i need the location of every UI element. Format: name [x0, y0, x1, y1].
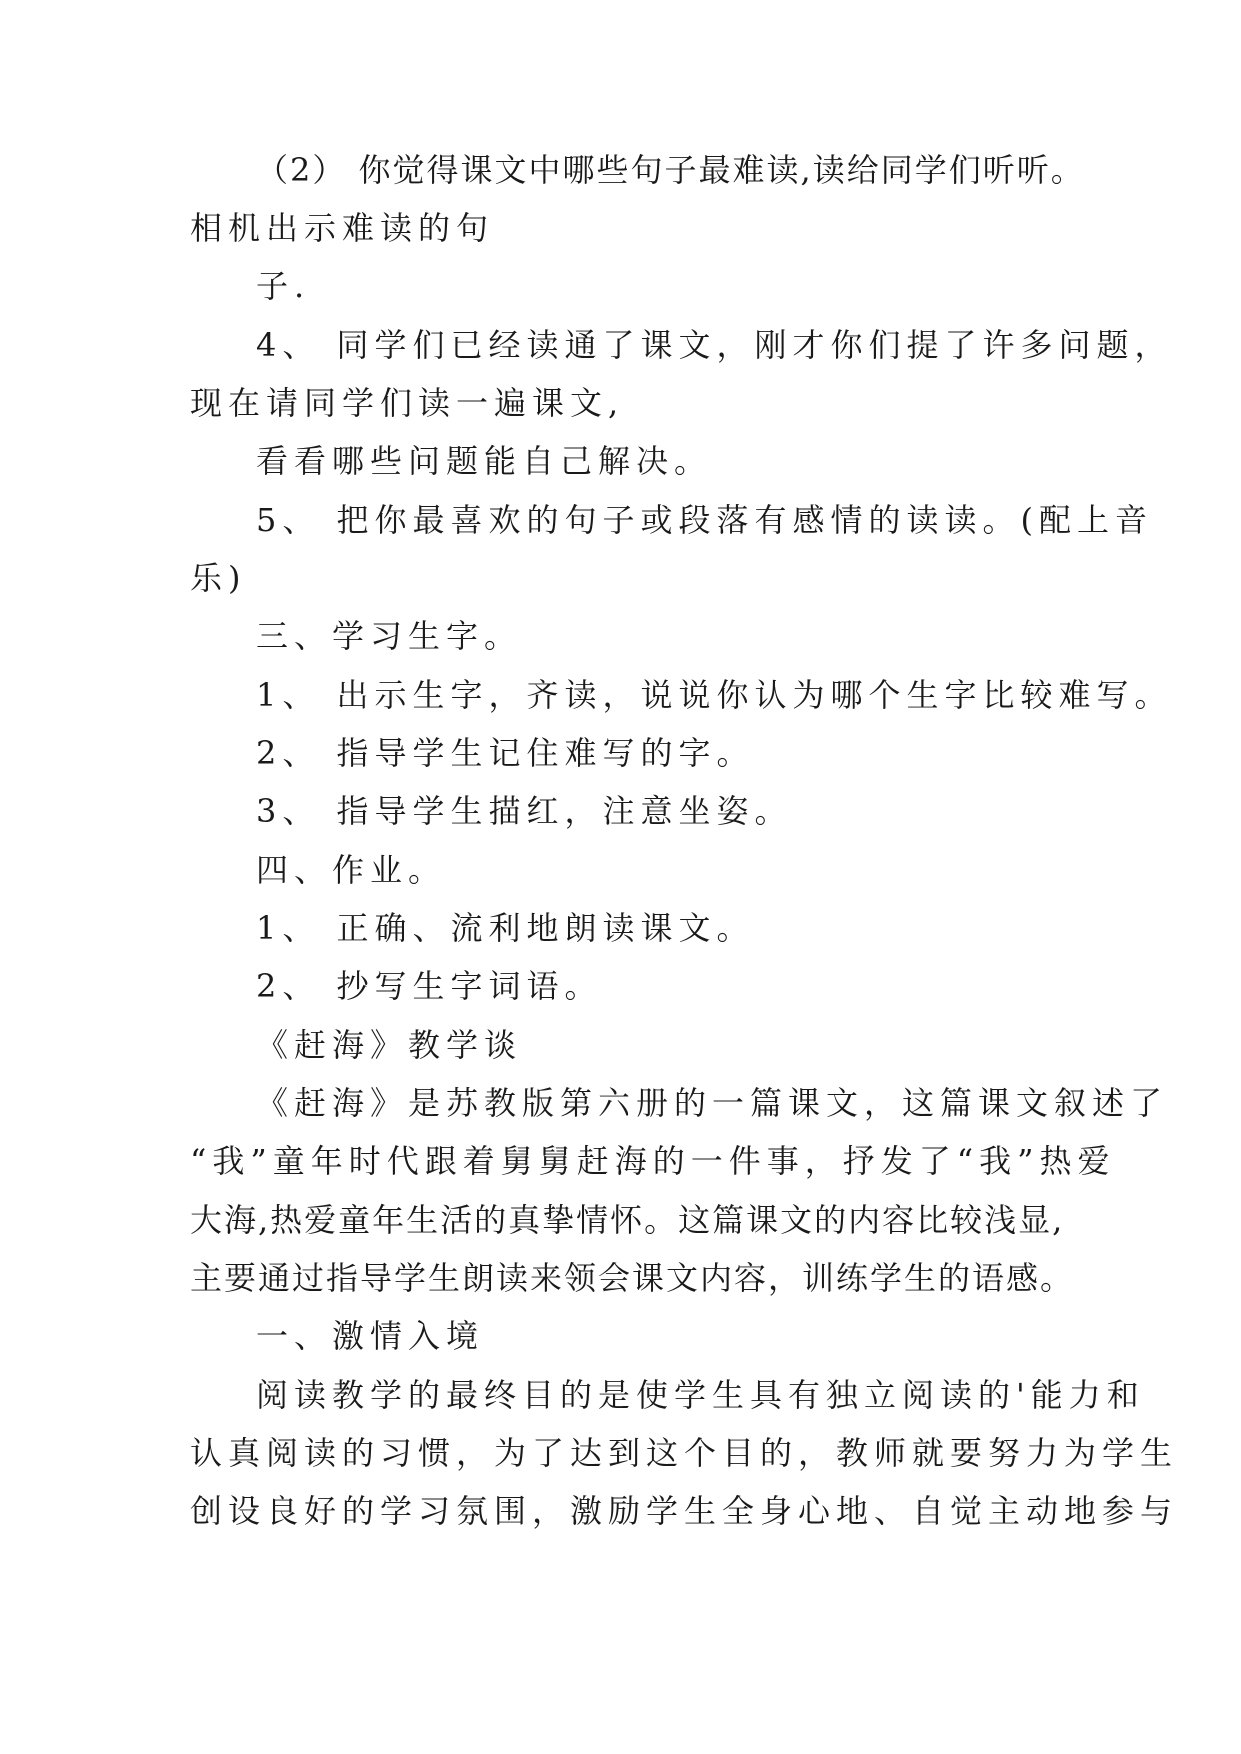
text-line: 阅读教学的最终目的是使学生具有独立阅读的'能力和: [256, 1376, 1145, 1414]
section-heading: 四、作业。: [256, 851, 447, 889]
text-line: （2） 你觉得课文中哪些句子最难读,读给同学们听听。: [256, 151, 1085, 189]
text-line: 2、 指导学生记住难写的字。: [256, 734, 755, 772]
text-line: 相机出示难读的句: [190, 209, 495, 247]
text-line: 1、 正确、流利地朗读课文。: [256, 909, 755, 947]
text-line: 5、 把你最喜欢的句子或段落有感情的读读。(配上音: [256, 501, 1154, 539]
section-heading: 三、学习生字。: [256, 617, 523, 655]
text-line: 创设良好的学习氛围，激励学生全身心地、自觉主动地参与: [190, 1492, 1179, 1530]
text-line: 现在请同学们读一遍课文,: [190, 384, 625, 422]
text-line: 4、 同学们已经读通了课文，刚才你们提了许多问题，: [256, 326, 1173, 364]
text-line: 认真阅读的习惯，为了达到这个目的，教师就要努力为学生: [190, 1434, 1179, 1472]
text-line: 乐): [190, 559, 247, 597]
article-title: 《赶海》教学谈: [256, 1026, 523, 1064]
text-line: 大海,热爱童年生活的真挚情怀。这篇课文的内容比较浅显,: [190, 1201, 1065, 1239]
text-line: 主要通过指导学生朗读来领会课文内容，训练学生的语感。: [190, 1259, 1075, 1297]
text-line: 看看哪些问题能自己解决。: [256, 442, 713, 480]
text-line: 2、 抄写生字词语。: [256, 967, 603, 1005]
text-line: 3、 指导学生描红，注意坐姿。: [256, 792, 793, 830]
text-line: “我”童年时代跟着舅舅赶海的一件事，抒发了“我”热爱: [190, 1142, 1116, 1180]
text-line: 1、 出示生字，齐读，说说你认为哪个生字比较难写。: [256, 676, 1173, 714]
text-line: 子.: [256, 267, 311, 305]
text-line: 《赶海》是苏教版第六册的一篇课文，这篇课文叙述了: [256, 1084, 1169, 1122]
section-heading: 一、激情入境: [256, 1317, 485, 1355]
